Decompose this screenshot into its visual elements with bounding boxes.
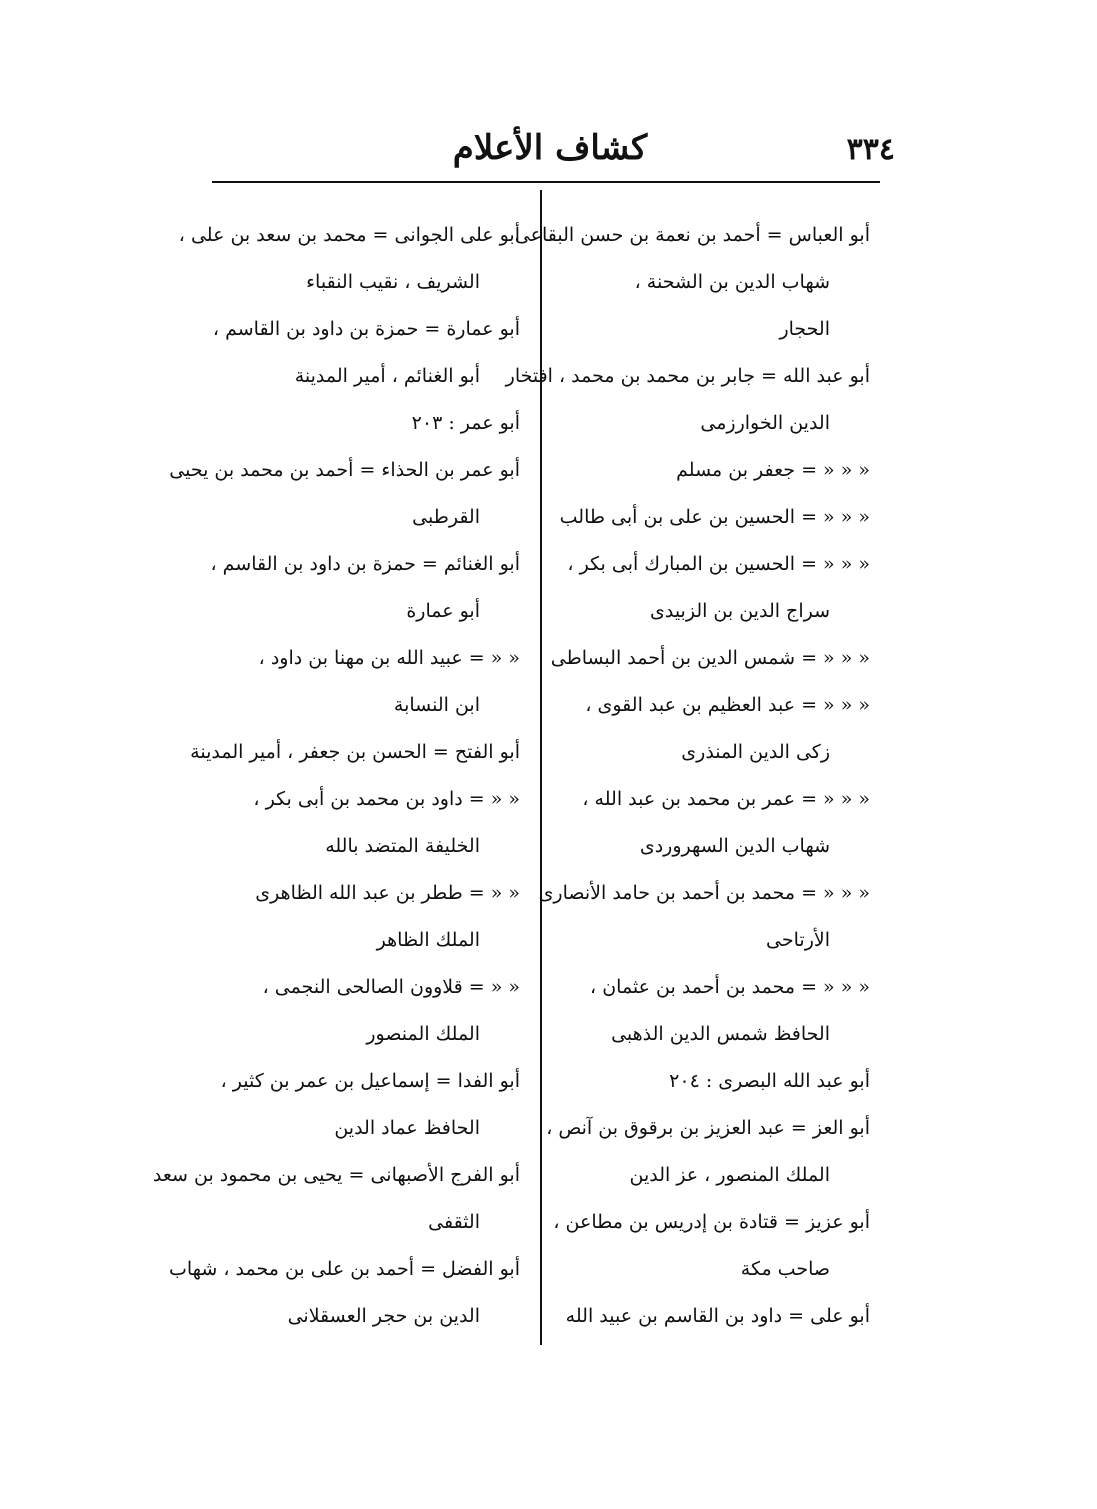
entry-heading: « « « = محمد بن أحمد بن حامد الأنصارى — [538, 882, 870, 904]
entry-heading: « « « = عبد العظيم بن عبد القوى ، — [585, 694, 870, 716]
index-entry — [562, 1058, 870, 1105]
index-entry — [559, 494, 870, 541]
entry-heading: « « « = جعفر بن مسلم — [676, 459, 870, 481]
index-entry — [562, 1293, 870, 1340]
index-entry — [562, 682, 870, 776]
entry-heading: « « = قلاوون الصالحى النجمى ، — [262, 976, 520, 998]
entry-continuation: الحافظ شمس الدين الذهبى — [611, 1023, 830, 1045]
index-entry — [214, 400, 520, 447]
entry-heading: أبو الفضل = أحمد بن على بن محمد ، شهاب — [168, 1258, 520, 1280]
entry-continuation: أبو الغنائم ، أمير المدينة — [294, 365, 480, 387]
entry-heading: أبو الفتح = الحسن بن جعفر ، أمير المدينة — [190, 741, 520, 763]
entry-heading: أبو العز = عبد العزيز بن برقوق بن آنص ، — [546, 1117, 870, 1139]
index-entry — [562, 541, 870, 635]
index-entry — [550, 635, 870, 682]
entry-continuation: زكى الدين المنذرى — [681, 741, 830, 763]
entry-heading: أبو عزيز = قتادة بن إدريس بن مطاعن ، — [553, 1211, 870, 1233]
entry-continuation: صاحب مكة — [740, 1258, 830, 1280]
entry-continuation: شهاب الدين السهروردى — [639, 835, 830, 857]
index-entry — [168, 1246, 520, 1340]
entry-heading: أبو على = داود بن القاسم بن عبيد الله — [565, 1305, 870, 1327]
entry-continuation: الخليفة المتضد بالله — [325, 835, 480, 857]
index-entry — [538, 870, 870, 964]
index-entry — [214, 306, 520, 400]
entry-heading: أبو عبد الله = جابر بن محمد بن محمد ، افتخار — [505, 365, 870, 387]
index-entry — [178, 212, 520, 306]
header-rule — [212, 181, 880, 183]
index-entry — [546, 1105, 870, 1199]
entry-heading: « « = داود بن محمد بن أبى بكر ، — [253, 788, 520, 810]
index-entry — [190, 729, 520, 776]
entry-heading: أبو عبد الله البصرى : ٢٠٤ — [669, 1070, 870, 1092]
index-entry — [505, 353, 870, 447]
entry-heading: « « « = محمد بن أحمد بن عثمان ، — [590, 976, 870, 998]
entry-heading: « « « = الحسين بن على بن أبى طالب — [559, 506, 870, 528]
entry-heading: أبو عمارة = حمزة بن داود بن القاسم ، — [212, 318, 520, 340]
entry-heading: « « = ططر بن عبد الله الظاهرى — [255, 882, 520, 904]
right-column — [505, 212, 870, 1340]
entry-heading: « « « = عمر بن محمد بن عبد الله ، — [582, 788, 870, 810]
entry-continuation: الملك الظاهر — [376, 929, 480, 951]
entry-continuation: الحجار — [779, 318, 830, 340]
entry-continuation: الملك المنصور — [366, 1023, 480, 1045]
page-title: كشاف الأعلام — [452, 128, 648, 168]
index-entry — [214, 964, 520, 1058]
index-entry — [210, 541, 520, 635]
index-entry — [562, 447, 870, 494]
entry-continuation: سراج الدين بن الزبيدى — [649, 600, 830, 622]
entry-continuation: القرطبى — [412, 506, 480, 528]
entry-heading: أبو الفرج الأصبهانى = يحيى بن محمود بن سعد — [152, 1164, 520, 1186]
page-number: ٣٣٤ — [846, 132, 895, 167]
entry-continuation: ابن النسابة — [393, 694, 480, 716]
entry-continuation: شهاب الدين بن الشحنة ، — [634, 271, 830, 293]
entry-heading: أبو الفدا = إسماعيل بن عمر بن كثير ، — [220, 1070, 520, 1092]
index-entry — [214, 635, 520, 729]
entry-heading: « « = عبيد الله بن مهنا بن داود ، — [258, 647, 520, 669]
index-entry — [553, 1199, 870, 1293]
index-entry — [152, 1152, 520, 1246]
entry-heading: أبو عمر : ٢٠٣ — [411, 412, 520, 434]
entry-continuation: الدين الخوارزمى — [700, 412, 830, 434]
entry-heading: أبو الغنائم = حمزة بن داود بن القاسم ، — [210, 553, 520, 575]
entry-heading: أبو العباس = أحمد بن نعمة بن حسن البقاعى — [514, 224, 870, 246]
entry-heading: « « « = الحسين بن المبارك أبى بكر ، — [567, 553, 870, 575]
entry-continuation: الحافظ عماد الدين — [334, 1117, 480, 1139]
index-entry — [214, 870, 520, 964]
index-entry — [562, 776, 870, 870]
entry-heading: أبو عمر بن الحذاء = أحمد بن محمد بن يحيى — [169, 459, 520, 481]
left-column — [152, 212, 520, 1340]
entry-continuation: الثقفى — [428, 1211, 480, 1233]
entry-continuation: أبو عمارة — [406, 600, 480, 622]
entry-continuation: الدين بن حجر العسقلانى — [287, 1305, 480, 1327]
entry-continuation: الملك المنصور ، عز الدين — [629, 1164, 830, 1186]
entry-continuation: الشريف ، نقيب النقباء — [306, 271, 480, 293]
index-entry — [562, 964, 870, 1058]
index-entry — [169, 447, 520, 541]
index-entry — [214, 1058, 520, 1152]
index-entry — [514, 212, 870, 353]
index-entry — [214, 776, 520, 870]
entry-heading: أبو على الجوانى = محمد بن سعد بن على ، — [178, 224, 520, 246]
entry-continuation: الأرتاحى — [766, 929, 830, 951]
entry-heading: « « « = شمس الدين بن أحمد البساطى — [550, 647, 870, 669]
